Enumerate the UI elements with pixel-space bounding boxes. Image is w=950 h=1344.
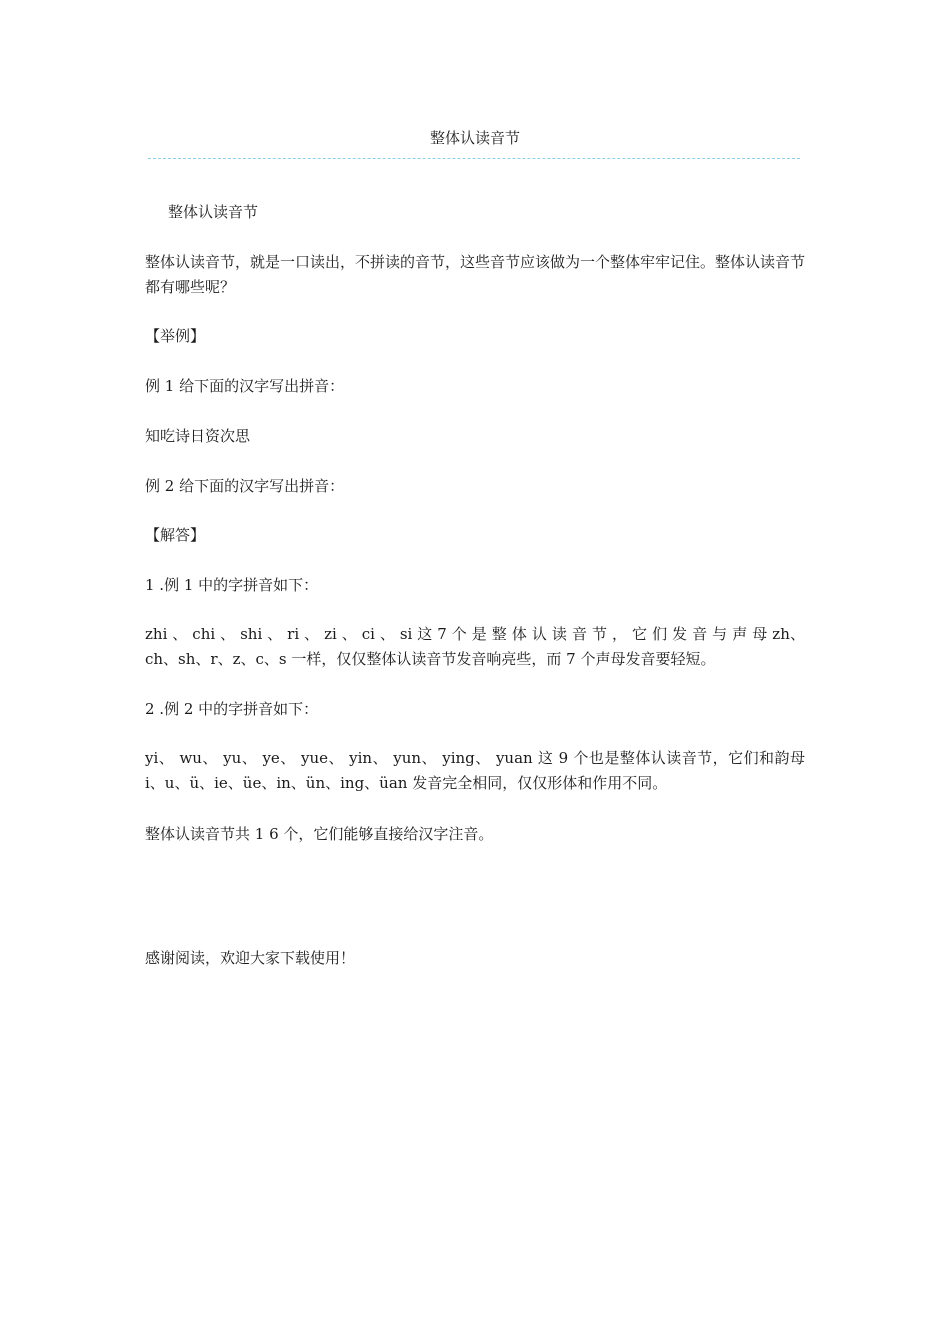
- answer-label: 【解答】: [145, 526, 206, 544]
- example-2: 例 2 给下面的汉字写出拼音：: [145, 477, 345, 495]
- example-1-characters: 知吃诗日资次思: [145, 427, 251, 445]
- title-divider: [148, 158, 800, 159]
- closing-line: 感谢阅读，欢迎大家下载使用！: [145, 949, 356, 967]
- answer-1-heading: 1 .例 1 中的字拼音如下：: [145, 576, 319, 594]
- answer-2-body: yi、 wu、 yu、 ye、 yue、 yin、 yun、 ying、 yuan 这 9 个也是整体认读音节，它们和韵母 i、u、ü、ie、üe、in、ün、ing、üan 发音完全相同，仅仅形体和作用不同。: [145, 749, 805, 792]
- answer-1-body: zhi 、 chi 、 shi 、 ri 、 zi 、 ci 、 si 这 7 个 是 整 体 认 读 音 节 ， 它 们 发 音 与 声 母 zh、ch、sh、r、z、c、s 一样，仅仅整体认读音节发音响亮些，而 7 个声母发音要轻短。: [145, 625, 805, 668]
- section-heading: 整体认读音节: [168, 203, 259, 221]
- intro-paragraph: 整体认读音节，就是一口读出，不拼读的音节，这些音节应该做为一个整体牢牢记住。整体认读音节都有哪些呢？: [145, 253, 806, 296]
- example-1: 例 1 给下面的汉字写出拼音：: [145, 377, 345, 395]
- answer-2-heading: 2 .例 2 中的字拼音如下：: [145, 700, 319, 718]
- page-title: 整体认读音节: [429, 129, 520, 147]
- summary-paragraph: 整体认读音节共 1 6 个，它们能够直接给汉字注音。: [145, 825, 494, 843]
- example-label: 【举例】: [145, 327, 206, 345]
